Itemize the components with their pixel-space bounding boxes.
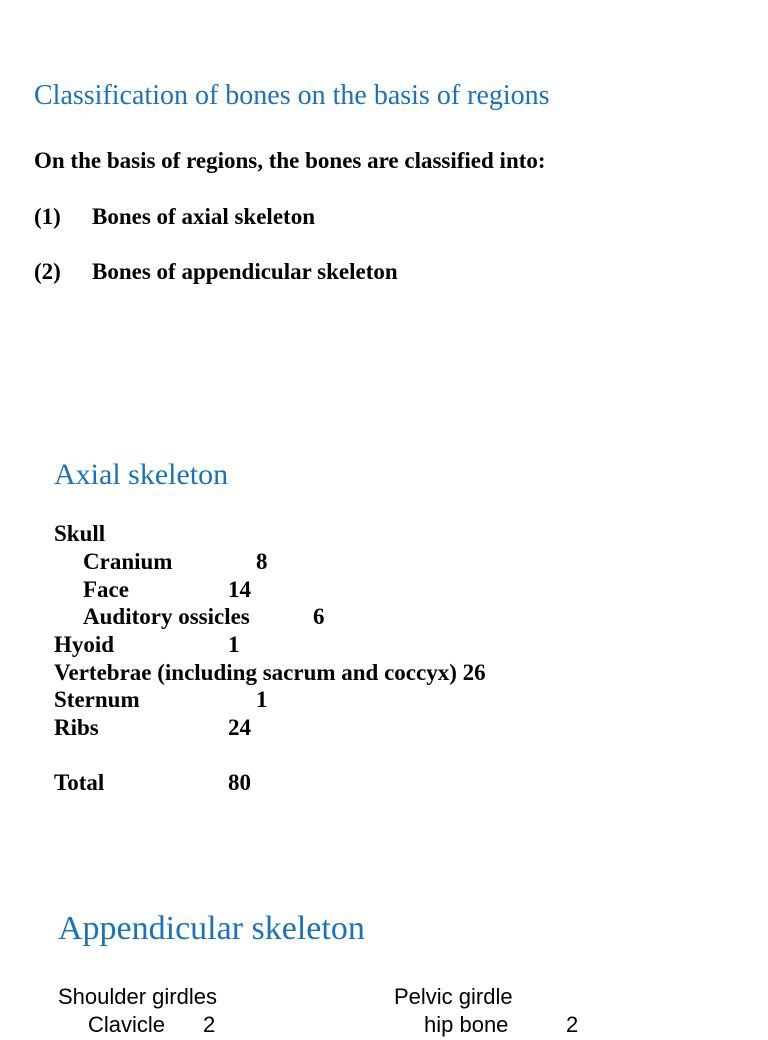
row-label: Hyoid	[54, 632, 115, 657]
axial-row-vertebrae	[0, 659, 768, 687]
axial-row-face	[0, 576, 768, 604]
row-value: 24	[228, 715, 251, 740]
axial-row-ossicles	[0, 603, 768, 631]
pelvic-row-hip-bone	[0, 1012, 768, 1040]
axial-row-total	[0, 769, 768, 797]
axial-skeleton-heading: Axial skeleton	[54, 458, 229, 491]
row-value: 1	[228, 632, 240, 657]
axial-row-hyoid	[0, 631, 768, 659]
row-label: Cranium	[83, 549, 173, 574]
appendicular-skeleton-heading: Appendicular skeleton	[58, 910, 365, 947]
row-value: 2	[566, 1012, 579, 1037]
row-value: 80	[228, 770, 251, 795]
list-text: Bones of axial skeleton	[92, 204, 315, 229]
axial-row-ribs	[0, 714, 768, 742]
pelvic-girdle-label: Pelvic girdle	[394, 984, 513, 1009]
list-text: Bones of appendicular skeleton	[92, 259, 398, 284]
row-value: 1	[256, 687, 268, 712]
row-value: 6	[313, 604, 325, 629]
row-label: Vertebrae (including sacrum and coccyx) 26	[54, 660, 486, 685]
row-label: Total	[54, 770, 105, 795]
row-label: hip bone	[424, 1012, 509, 1037]
row-label: Clavicle	[88, 1012, 166, 1037]
classification-item-appendicular	[0, 259, 768, 289]
row-value: 2	[203, 1012, 216, 1037]
row-value: 14	[228, 577, 251, 602]
row-label: Auditory ossicles	[83, 604, 250, 629]
list-number: (1)	[34, 204, 61, 229]
row-value: 8	[256, 549, 268, 574]
axial-row-cranium	[0, 548, 768, 576]
intro-text: On the basis of regions, the bones are classified into:	[34, 148, 546, 173]
axial-row-skull	[0, 520, 768, 548]
row-label: Skull	[54, 521, 106, 546]
list-number: (2)	[34, 259, 61, 284]
row-label: Face	[83, 577, 129, 602]
classification-item-axial	[0, 204, 768, 234]
row-label: Ribs	[54, 715, 99, 740]
axial-row-sternum	[0, 686, 768, 714]
section-title: Classification of bones on the basis of regions	[34, 80, 550, 111]
shoulder-girdles-label: Shoulder girdles	[58, 984, 217, 1009]
row-label: Sternum	[54, 687, 140, 712]
